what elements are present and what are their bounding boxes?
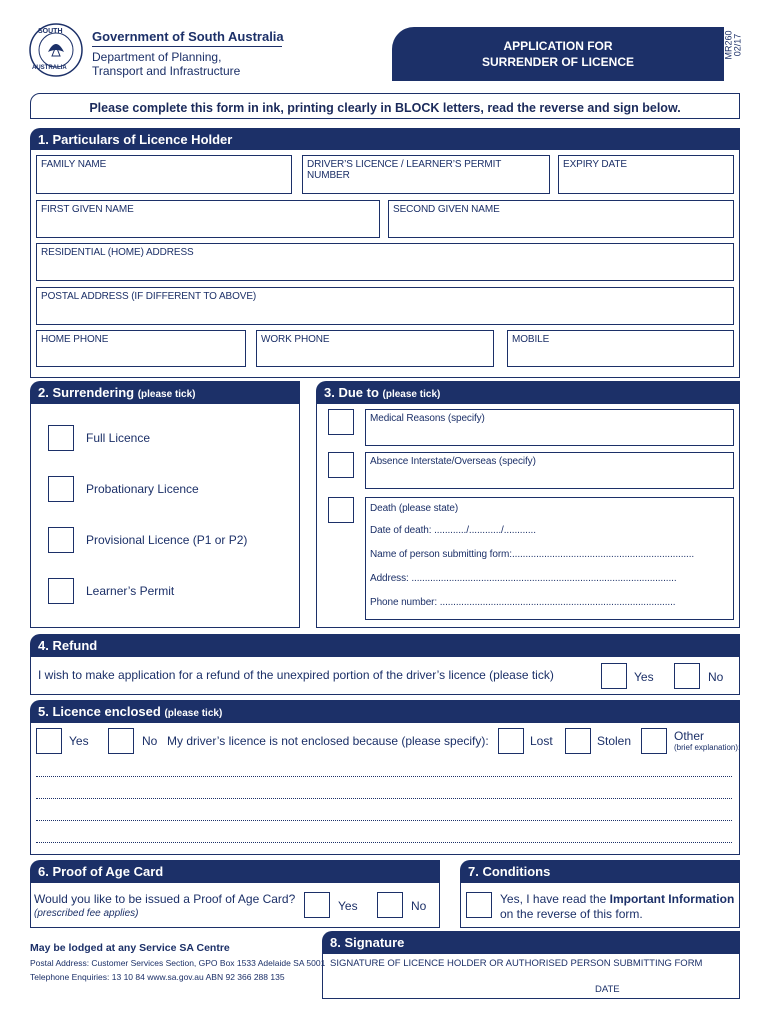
lodged-at-text: May be lodged at any Service SA Centre [30, 942, 230, 954]
learners-permit-checkbox[interactable] [48, 578, 74, 604]
not-enclosed-reason: My driver’s licence is not enclosed because (please specify): [167, 734, 489, 748]
postal-address-field[interactable]: POSTAL ADDRESS (IF DIFFERENT TO ABOVE) [36, 287, 734, 325]
provisional-licence-label: Provisional Licence (P1 or P2) [86, 533, 248, 547]
refund-question: I wish to make application for a refund of the unexpired portion of the driver’s licence (please tick) [38, 668, 554, 682]
death-details-field[interactable] [365, 497, 734, 620]
second-given-name-field[interactable]: SECOND GIVEN NAME [388, 200, 734, 238]
proof-yes-label: Yes [338, 899, 358, 913]
explanation-line-2[interactable] [36, 798, 732, 799]
postal-address-text: Postal Address: Customer Services Section, GPO Box 1533 Adelaide SA 5001 [30, 958, 326, 968]
conditions-checkbox[interactable] [466, 892, 492, 918]
residential-address-field[interactable]: RESIDENTIAL (HOME) ADDRESS [36, 243, 734, 281]
section-8-header: 8. Signature [322, 931, 740, 954]
proof-of-age-question: Would you like to be issued a Proof of Age Card? [34, 892, 296, 906]
full-licence-label: Full Licence [86, 431, 151, 445]
death-checkbox[interactable] [328, 497, 354, 523]
explanation-line-1[interactable] [36, 776, 732, 777]
first-given-name-field[interactable]: FIRST GIVEN NAME [36, 200, 380, 238]
proof-yes-checkbox[interactable] [304, 892, 330, 918]
licence-number-field[interactable]: DRIVER’S LICENCE / LEARNER’S PERMIT NUMBER [302, 155, 550, 194]
refund-yes-checkbox[interactable] [601, 663, 627, 689]
medical-reasons-field[interactable]: Medical Reasons (specify) [365, 409, 734, 446]
refund-yes-label: Yes [634, 670, 654, 684]
lost-label: Lost [530, 734, 553, 748]
contact-text: Telephone Enquiries: 13 10 84 www.sa.gov.au ABN 92 366 288 135 [30, 972, 285, 982]
instruction-banner [30, 93, 740, 119]
section-7-header: 7. Conditions [460, 860, 740, 883]
date-of-death-line: Date of death: ............/............/............ [370, 525, 536, 536]
work-phone-field[interactable]: WORK PHONE [256, 330, 494, 367]
death-label: Death (please state) [370, 503, 459, 514]
section-4-header: 4. Refund [30, 634, 740, 657]
proof-no-label: No [411, 899, 427, 913]
important-information: Important Information [609, 892, 735, 906]
explanation-line-4[interactable] [36, 842, 732, 843]
conditions-text-line-2: on the reverse of this form. [500, 907, 643, 921]
section-6-header: 6. Proof of Age Card [30, 860, 440, 883]
medical-reasons-checkbox[interactable] [328, 409, 354, 435]
section-1-header: 1. Particulars of Licence Holder [30, 128, 740, 150]
enclosed-no-checkbox[interactable] [108, 728, 134, 754]
lost-checkbox[interactable] [498, 728, 524, 754]
crest-text-top: SOUTH [38, 28, 63, 35]
section-3-header: 3. Due to (please tick) [316, 381, 740, 404]
header-rule [92, 46, 282, 47]
section-5-header: 5. Licence enclosed (please tick) [30, 700, 740, 723]
conditions-text-line-1: Yes, I have read the Important Information [500, 892, 735, 906]
probationary-licence-checkbox[interactable] [48, 476, 74, 502]
home-phone-field[interactable]: HOME PHONE [36, 330, 246, 367]
phone-number-line: Phone number: ........................................................................................ [370, 597, 676, 608]
date-label: DATE [595, 984, 620, 995]
learners-permit-label: Learner’s Permit [86, 584, 175, 598]
crest-text-bottom: AUSTRALIA [32, 65, 67, 71]
address-line: Address: ................................................................................................... [370, 573, 677, 584]
enclosed-no-label: No [142, 734, 158, 748]
stolen-checkbox[interactable] [565, 728, 591, 754]
section-2-header: 2. Surrendering (please tick) [30, 381, 300, 404]
absence-field[interactable]: Absence Interstate/Overseas (specify) [365, 452, 734, 489]
form-code: MR260 02/17 [723, 30, 743, 60]
probationary-licence-label: Probationary Licence [86, 482, 199, 496]
stolen-label: Stolen [597, 734, 632, 748]
form-title-banner [392, 27, 724, 81]
name-submitting-line: Name of person submitting form:.................................................................... [370, 549, 695, 560]
fee-note: (prescribed fee applies) [34, 908, 139, 919]
signature-label: SIGNATURE OF LICENCE HOLDER OR AUTHORISED PERSON SUBMITTING FORM [330, 958, 703, 969]
other-label: Other [674, 729, 705, 743]
refund-no-checkbox[interactable] [674, 663, 700, 689]
other-note: (brief explanation): [674, 743, 741, 752]
department-line-1: Department of Planning, [92, 50, 222, 64]
proof-no-checkbox[interactable] [377, 892, 403, 918]
full-licence-checkbox[interactable] [48, 425, 74, 451]
other-checkbox[interactable] [641, 728, 667, 754]
mobile-field[interactable]: MOBILE [507, 330, 734, 367]
enclosed-yes-label: Yes [69, 734, 89, 748]
absence-checkbox[interactable] [328, 452, 354, 478]
form-title-line-1: APPLICATION FOR [503, 39, 613, 53]
expiry-date-field[interactable]: EXPIRY DATE [558, 155, 734, 194]
department-line-2: Transport and Infrastructure [92, 64, 241, 78]
enclosed-yes-checkbox[interactable] [36, 728, 62, 754]
form-title-line-2: SURRENDER OF LICENCE [481, 55, 634, 69]
provisional-licence-checkbox[interactable] [48, 527, 74, 553]
family-name-field[interactable]: FAMILY NAME [36, 155, 292, 194]
government-name: Government of South Australia [92, 29, 284, 44]
instruction-text: Please complete this form in ink, printing clearly in BLOCK letters, read the reverse and sign below. [89, 101, 681, 115]
explanation-line-3[interactable] [36, 820, 732, 821]
refund-no-label: No [708, 670, 724, 684]
